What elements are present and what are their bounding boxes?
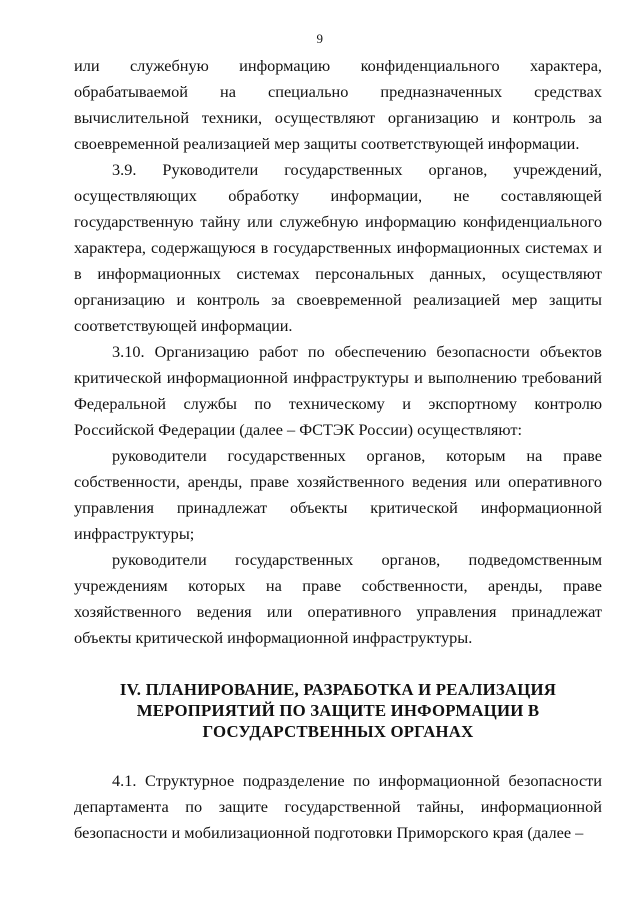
- page-number: 9: [316, 31, 324, 46]
- paragraph-heads-subordinate: руководители государственных органов, подведомственным учреждениям которых на праве собственности, аренды, праве хозяйственного ведения или оперативного управления принадлежат объекты критической информационной инфраструктуры.: [74, 550, 602, 647]
- section-heading-line-3: ГОСУДАРСТВЕННЫХ ОРГАНАХ: [202, 722, 474, 741]
- section-heading: [74, 679, 602, 742]
- paragraph-3-10: 3.10. Организацию работ по обеспечению безопасности объектов критической информационной инфраструктуры и выполнению требований Федеральной службы по техническому и экспортному контролю Российской Федерации (далее – ФСТЭК России) осуществляют:: [74, 342, 602, 439]
- section-heading-line-2: МЕРОПРИЯТИЙ ПО ЗАЩИТЕ ИНФОРМАЦИИ В: [136, 701, 540, 720]
- paragraph-continuation: или служебную информацию конфиденциального характера, обрабатываемой на специально предназначенных средствах вычислительной техники, осуществляют организацию и контроль за своевременной реализацией мер защиты соответствующей информации.: [74, 56, 602, 153]
- paragraph-4-1: 4.1. Структурное подразделение по информационной безопасности департамента по защите государственной тайны, информационной безопасности и мобилизационной подготовки Приморского края (далее –: [74, 771, 602, 842]
- paragraph-3-9: 3.9. Руководители государственных органов, учреждений, осуществляющих обработку информации, не составляющей государственную тайну или служебную информацию конфиденциального характера, содержащуюся в государственных информационных системах и в информационных системах персональных данных, осуществляют организацию и контроль за своевременной реализацией мер защиты соответствующей информации.: [74, 160, 602, 335]
- document-body: [74, 53, 602, 846]
- section-heading-line-1: IV. ПЛАНИРОВАНИЕ, РАЗРАБОТКА И РЕАЛИЗАЦИЯ: [119, 680, 557, 699]
- paragraph-heads-owners: руководители государственных органов, которым на праве собственности, аренды, праве хозяйственного ведения или оперативного управления принадлежат объекты критической информационной инфраструктуры;: [74, 446, 602, 543]
